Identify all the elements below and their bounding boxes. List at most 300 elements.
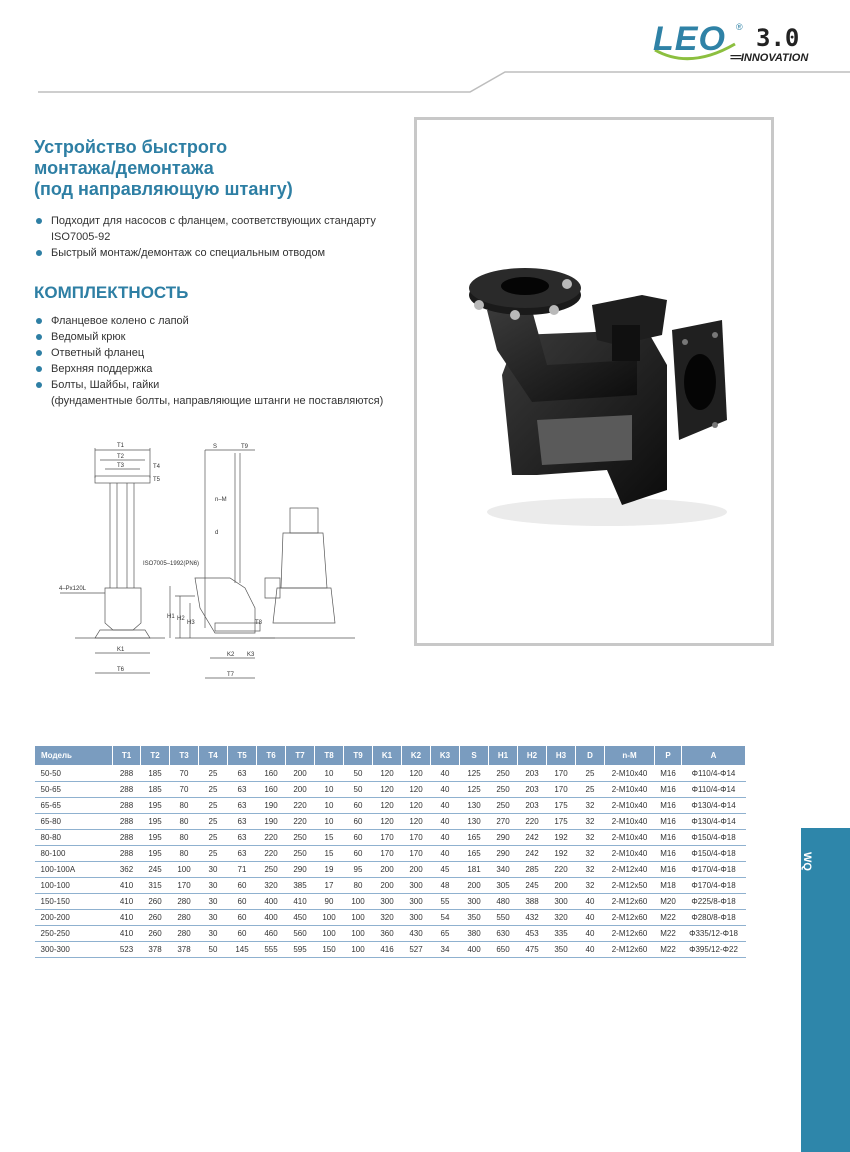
table-cell: Φ335/12-Φ18 bbox=[682, 926, 746, 942]
table-cell: 25 bbox=[576, 782, 605, 798]
table-cell: 378 bbox=[170, 942, 199, 958]
table-cell: 290 bbox=[489, 846, 518, 862]
column-header: D bbox=[576, 746, 605, 766]
table-cell: 410 bbox=[113, 910, 141, 926]
side-section-tab[interactable] bbox=[801, 828, 850, 1152]
table-cell: Φ170/4-Φ18 bbox=[682, 878, 746, 894]
table-row bbox=[35, 942, 746, 958]
table-cell: 63 bbox=[228, 814, 257, 830]
table-cell: 203 bbox=[518, 798, 547, 814]
table-cell: Φ280/8-Φ18 bbox=[682, 910, 746, 926]
table-cell: 63 bbox=[228, 830, 257, 846]
table-cell: 120 bbox=[402, 814, 431, 830]
table-cell: 250 bbox=[489, 782, 518, 798]
table-cell: 32 bbox=[576, 878, 605, 894]
table-cell: 300 bbox=[402, 910, 431, 926]
table-cell: 400 bbox=[257, 894, 286, 910]
table-cell: 60 bbox=[344, 814, 373, 830]
product-photo-frame bbox=[414, 117, 774, 646]
table-cell: 192 bbox=[547, 830, 576, 846]
table-cell: 288 bbox=[113, 798, 141, 814]
table-cell: 150-150 bbox=[35, 894, 113, 910]
table-cell: 80 bbox=[170, 846, 199, 862]
table-cell: 32 bbox=[576, 814, 605, 830]
title-line-2: монтажа/демонтажа bbox=[34, 158, 214, 178]
table-cell: 195 bbox=[141, 798, 170, 814]
label-t4: T4 bbox=[153, 464, 161, 470]
table-cell: 170 bbox=[402, 830, 431, 846]
kit-item-text: Ведомый крюк bbox=[51, 331, 126, 343]
label-d: d bbox=[215, 530, 219, 536]
table-cell: 100 bbox=[344, 942, 373, 958]
technical-drawing bbox=[55, 438, 385, 690]
table-cell: 305 bbox=[489, 878, 518, 894]
table-cell: 200-200 bbox=[35, 910, 113, 926]
list-item bbox=[34, 361, 414, 377]
table-cell: 54 bbox=[431, 910, 460, 926]
table-cell: 400 bbox=[460, 942, 489, 958]
table-cell: 203 bbox=[518, 782, 547, 798]
table-cell: 30 bbox=[199, 862, 228, 878]
table-cell: 130 bbox=[460, 798, 489, 814]
table-cell: 80 bbox=[344, 878, 373, 894]
table-cell: M16 bbox=[655, 766, 682, 782]
table-cell: 30 bbox=[199, 910, 228, 926]
table-cell: 320 bbox=[373, 910, 402, 926]
table-cell: 50-65 bbox=[35, 782, 113, 798]
table-cell: 181 bbox=[460, 862, 489, 878]
table-cell: 25 bbox=[199, 782, 228, 798]
table-cell: 25 bbox=[199, 798, 228, 814]
table-cell: 63 bbox=[228, 798, 257, 814]
table-cell: 350 bbox=[547, 942, 576, 958]
label-t6: T6 bbox=[117, 667, 125, 673]
column-header: P bbox=[655, 746, 682, 766]
table-cell: 10 bbox=[315, 798, 344, 814]
brand-logo: LEO bbox=[653, 20, 726, 58]
column-header: T3 bbox=[170, 746, 199, 766]
features-list bbox=[34, 213, 394, 261]
table-cell: 190 bbox=[257, 814, 286, 830]
table-cell: 250 bbox=[257, 862, 286, 878]
table-cell: 50 bbox=[344, 766, 373, 782]
table-cell: 2-M10x40 bbox=[605, 782, 655, 798]
table-cell: 95 bbox=[344, 862, 373, 878]
column-header: K3 bbox=[431, 746, 460, 766]
table-cell: 70 bbox=[170, 766, 199, 782]
column-header: T4 bbox=[199, 746, 228, 766]
table-cell: 362 bbox=[113, 862, 141, 878]
table-cell: 340 bbox=[489, 862, 518, 878]
table-cell: 15 bbox=[315, 830, 344, 846]
table-row bbox=[35, 798, 746, 814]
table-cell: 40 bbox=[576, 894, 605, 910]
table-cell: 2-M12x60 bbox=[605, 894, 655, 910]
table-cell: 25 bbox=[199, 846, 228, 862]
table-cell: 200 bbox=[286, 766, 315, 782]
table-cell: 550 bbox=[489, 910, 518, 926]
table-cell: 300 bbox=[402, 878, 431, 894]
table-cell: 480 bbox=[489, 894, 518, 910]
table-cell: M18 bbox=[655, 878, 682, 894]
title-line-1: Устройство быстрого bbox=[34, 137, 228, 157]
table-cell: 10 bbox=[315, 766, 344, 782]
table-cell: 280 bbox=[170, 910, 199, 926]
table-cell: 450 bbox=[286, 910, 315, 926]
table-cell: 220 bbox=[286, 814, 315, 830]
table-cell: 300 bbox=[402, 894, 431, 910]
kit-list bbox=[34, 313, 414, 393]
table-cell: 2-M10x40 bbox=[605, 846, 655, 862]
table-cell: 410 bbox=[113, 878, 141, 894]
table-cell: 170 bbox=[547, 766, 576, 782]
table-cell: 650 bbox=[489, 942, 518, 958]
table-cell: 160 bbox=[257, 782, 286, 798]
table-cell: 32 bbox=[576, 798, 605, 814]
table-cell: 245 bbox=[141, 862, 170, 878]
column-header: H3 bbox=[547, 746, 576, 766]
table-cell: 25 bbox=[199, 830, 228, 846]
table-cell: 195 bbox=[141, 814, 170, 830]
table-cell: 48 bbox=[431, 878, 460, 894]
table-cell: 290 bbox=[286, 862, 315, 878]
table-cell: Φ110/4-Φ14 bbox=[682, 782, 746, 798]
table-cell: 120 bbox=[373, 766, 402, 782]
table-cell: 460 bbox=[257, 926, 286, 942]
table-row bbox=[35, 766, 746, 782]
column-header: A bbox=[682, 746, 746, 766]
table-cell: 80 bbox=[170, 830, 199, 846]
table-cell: 290 bbox=[489, 830, 518, 846]
table-cell: Φ150/4-Φ18 bbox=[682, 846, 746, 862]
table-cell: M16 bbox=[655, 782, 682, 798]
table-cell: 15 bbox=[315, 846, 344, 862]
label-s: S bbox=[213, 444, 218, 450]
label-t2: T2 bbox=[117, 454, 125, 460]
table-cell: Φ395/12-Φ22 bbox=[682, 942, 746, 958]
kit-item-text: Болты, Шайбы, гайки bbox=[51, 379, 160, 391]
kit-heading: КОМПЛЕКТНОСТЬ bbox=[34, 283, 189, 302]
table-cell: 100 bbox=[170, 862, 199, 878]
kit-note: (фундаментные болты, направляющие штанги не поставляются) bbox=[51, 395, 384, 407]
table-cell: 120 bbox=[402, 782, 431, 798]
table-cell: M20 bbox=[655, 894, 682, 910]
kit-item-text: Фланцевое колено с лапой bbox=[51, 315, 189, 327]
brand-tagline bbox=[730, 52, 808, 64]
table-cell: 60 bbox=[228, 878, 257, 894]
table-cell: 30 bbox=[199, 926, 228, 942]
table-cell: 200 bbox=[460, 878, 489, 894]
table-cell: 300-300 bbox=[35, 942, 113, 958]
table-cell: 378 bbox=[141, 942, 170, 958]
table-cell: 63 bbox=[228, 766, 257, 782]
table-cell: 203 bbox=[518, 766, 547, 782]
table-cell: 100 bbox=[344, 910, 373, 926]
table-cell: 19 bbox=[315, 862, 344, 878]
table-cell: 453 bbox=[518, 926, 547, 942]
table-cell: 388 bbox=[518, 894, 547, 910]
label-t1: T1 bbox=[117, 443, 125, 449]
table-cell: 320 bbox=[257, 878, 286, 894]
table-cell: 80-80 bbox=[35, 830, 113, 846]
spec-table bbox=[34, 745, 746, 958]
table-cell: 100-100 bbox=[35, 878, 113, 894]
table-cell: 192 bbox=[547, 846, 576, 862]
table-cell: 2-M12x50 bbox=[605, 878, 655, 894]
table-cell: 250 bbox=[489, 798, 518, 814]
column-header: n-M bbox=[605, 746, 655, 766]
label-k3: K3 bbox=[247, 652, 255, 658]
table-cell: 185 bbox=[141, 782, 170, 798]
table-cell: 242 bbox=[518, 846, 547, 862]
table-cell: 195 bbox=[141, 846, 170, 862]
table-cell: 40 bbox=[576, 926, 605, 942]
table-cell: 71 bbox=[228, 862, 257, 878]
table-cell: 260 bbox=[141, 894, 170, 910]
table-cell: 200 bbox=[402, 862, 431, 878]
table-cell: 150 bbox=[315, 942, 344, 958]
table-cell: 65 bbox=[431, 926, 460, 942]
bullet-icon bbox=[36, 218, 42, 224]
table-cell: 10 bbox=[315, 814, 344, 830]
table-cell: 32 bbox=[576, 846, 605, 862]
table-cell: 190 bbox=[257, 798, 286, 814]
table-cell: 430 bbox=[402, 926, 431, 942]
table-cell: 220 bbox=[518, 814, 547, 830]
table-cell: 335 bbox=[547, 926, 576, 942]
table-cell: 200 bbox=[373, 878, 402, 894]
list-item bbox=[34, 345, 414, 361]
table-cell: 40 bbox=[431, 846, 460, 862]
column-header: H2 bbox=[518, 746, 547, 766]
table-cell: 280 bbox=[170, 894, 199, 910]
table-cell: 40 bbox=[576, 910, 605, 926]
table-row bbox=[35, 814, 746, 830]
table-cell: 63 bbox=[228, 846, 257, 862]
table-cell: 63 bbox=[228, 782, 257, 798]
table-cell: 65-65 bbox=[35, 798, 113, 814]
table-cell: 170 bbox=[373, 830, 402, 846]
table-cell: 315 bbox=[141, 878, 170, 894]
table-cell: 285 bbox=[518, 862, 547, 878]
table-cell: 260 bbox=[141, 910, 170, 926]
column-header: T1 bbox=[113, 746, 141, 766]
column-header: S bbox=[460, 746, 489, 766]
list-item bbox=[34, 377, 414, 393]
table-cell: 165 bbox=[460, 846, 489, 862]
table-cell: M22 bbox=[655, 910, 682, 926]
table-cell: 2-M12x40 bbox=[605, 862, 655, 878]
table-cell: 288 bbox=[113, 846, 141, 862]
table-cell: 60 bbox=[228, 926, 257, 942]
table-cell: 416 bbox=[373, 942, 402, 958]
feature-text: Быстрый монтаж/демонтаж со специальным отводом bbox=[51, 247, 326, 259]
table-cell: 560 bbox=[286, 926, 315, 942]
table-cell: 270 bbox=[489, 814, 518, 830]
bullet-icon bbox=[36, 350, 42, 356]
table-cell: 25 bbox=[199, 766, 228, 782]
table-cell: 25 bbox=[199, 814, 228, 830]
table-cell: 2-M12x60 bbox=[605, 910, 655, 926]
table-cell: 200 bbox=[547, 878, 576, 894]
bullet-icon bbox=[36, 366, 42, 372]
table-cell: 220 bbox=[257, 830, 286, 846]
table-cell: 385 bbox=[286, 878, 315, 894]
table-cell: 300 bbox=[460, 894, 489, 910]
table-cell: 200 bbox=[286, 782, 315, 798]
table-cell: 130 bbox=[460, 814, 489, 830]
table-cell: M22 bbox=[655, 926, 682, 942]
table-cell: 100 bbox=[344, 926, 373, 942]
table-cell: 40 bbox=[576, 942, 605, 958]
table-cell: 2-M12x60 bbox=[605, 942, 655, 958]
table-cell: 242 bbox=[518, 830, 547, 846]
table-cell: 50 bbox=[344, 782, 373, 798]
table-cell: 165 bbox=[460, 830, 489, 846]
label-t5: T5 bbox=[153, 477, 161, 483]
table-cell: 380 bbox=[460, 926, 489, 942]
table-cell: 175 bbox=[547, 798, 576, 814]
table-cell: 475 bbox=[518, 942, 547, 958]
table-cell: 60 bbox=[344, 830, 373, 846]
table-cell: 80 bbox=[170, 798, 199, 814]
table-cell: 32 bbox=[576, 862, 605, 878]
table-cell: 410 bbox=[113, 894, 141, 910]
table-cell: 250-250 bbox=[35, 926, 113, 942]
table-row bbox=[35, 926, 746, 942]
table-cell: 280 bbox=[170, 926, 199, 942]
table-cell: 2-M12x60 bbox=[605, 926, 655, 942]
table-cell: M22 bbox=[655, 942, 682, 958]
table-cell: 40 bbox=[431, 814, 460, 830]
table-cell: 260 bbox=[141, 926, 170, 942]
table-row bbox=[35, 862, 746, 878]
bullet-icon bbox=[36, 382, 42, 388]
table-cell: 523 bbox=[113, 942, 141, 958]
table-cell: 55 bbox=[431, 894, 460, 910]
table-cell: 410 bbox=[286, 894, 315, 910]
table-row bbox=[35, 894, 746, 910]
table-cell: 185 bbox=[141, 766, 170, 782]
table-cell: 25 bbox=[576, 766, 605, 782]
tagline-prefix: == bbox=[730, 52, 741, 64]
table-cell: 120 bbox=[373, 798, 402, 814]
table-cell: 527 bbox=[402, 942, 431, 958]
bullet-icon bbox=[36, 250, 42, 256]
table-row bbox=[35, 830, 746, 846]
table-header-row bbox=[35, 746, 746, 766]
list-item bbox=[34, 313, 414, 329]
bullet-icon bbox=[36, 334, 42, 340]
title-line-3: (под направляющую штангу) bbox=[34, 179, 293, 199]
label-t8: T8 bbox=[255, 620, 263, 626]
column-header: T7 bbox=[286, 746, 315, 766]
table-cell: 50-50 bbox=[35, 766, 113, 782]
table-cell: 50 bbox=[199, 942, 228, 958]
column-header: T8 bbox=[315, 746, 344, 766]
label-nm: n–M bbox=[215, 497, 227, 503]
table-cell: 60 bbox=[344, 846, 373, 862]
table-cell: 245 bbox=[518, 878, 547, 894]
table-row bbox=[35, 910, 746, 926]
table-cell: M16 bbox=[655, 814, 682, 830]
table-cell: 60 bbox=[228, 910, 257, 926]
table-cell: 250 bbox=[489, 766, 518, 782]
list-item bbox=[34, 213, 394, 245]
bullet-icon bbox=[36, 318, 42, 324]
label-k1: K1 bbox=[117, 647, 125, 653]
table-cell: 250 bbox=[286, 846, 315, 862]
label-h1: H1 bbox=[167, 614, 175, 620]
column-header: T5 bbox=[228, 746, 257, 766]
table-cell: 200 bbox=[373, 862, 402, 878]
list-item bbox=[34, 245, 394, 261]
table-row bbox=[35, 846, 746, 862]
table-cell: M16 bbox=[655, 846, 682, 862]
label-t3: T3 bbox=[117, 463, 125, 469]
table-cell: 125 bbox=[460, 782, 489, 798]
table-cell: 120 bbox=[373, 814, 402, 830]
table-cell: 170 bbox=[402, 846, 431, 862]
product-photo bbox=[417, 120, 771, 643]
table-cell: 40 bbox=[431, 830, 460, 846]
table-cell: Φ130/4-Φ14 bbox=[682, 798, 746, 814]
column-header: T6 bbox=[257, 746, 286, 766]
table-cell: 80 bbox=[170, 814, 199, 830]
table-cell: 40 bbox=[431, 782, 460, 798]
table-cell: 320 bbox=[547, 910, 576, 926]
table-cell: 60 bbox=[344, 798, 373, 814]
table-cell: 120 bbox=[402, 766, 431, 782]
table-cell: 145 bbox=[228, 942, 257, 958]
table-cell: 350 bbox=[460, 910, 489, 926]
column-header: H1 bbox=[489, 746, 518, 766]
table-cell: 630 bbox=[489, 926, 518, 942]
table-cell: 30 bbox=[199, 894, 228, 910]
table-cell: 160 bbox=[257, 766, 286, 782]
table-cell: 90 bbox=[315, 894, 344, 910]
table-cell: 555 bbox=[257, 942, 286, 958]
brand-version: 3.0 bbox=[756, 24, 800, 52]
table-cell: 288 bbox=[113, 782, 141, 798]
table-cell: Φ130/4-Φ14 bbox=[682, 814, 746, 830]
table-cell: 2-M10x40 bbox=[605, 766, 655, 782]
registered-mark: ® bbox=[736, 22, 743, 32]
table-cell: M16 bbox=[655, 862, 682, 878]
table-cell: 32 bbox=[576, 830, 605, 846]
table-cell: 60 bbox=[228, 894, 257, 910]
kit-item-text: Верхняя поддержка bbox=[51, 363, 153, 375]
label-k2: K2 bbox=[227, 652, 235, 658]
label-iso: ISO7005–1992(PN6) bbox=[143, 561, 200, 567]
column-header: T2 bbox=[141, 746, 170, 766]
table-cell: 432 bbox=[518, 910, 547, 926]
column-header: Модель bbox=[35, 746, 113, 766]
table-cell: 65-80 bbox=[35, 814, 113, 830]
feature-text: Подходит для насосов с фланцем, соответствующих стандарту ISO7005-92 bbox=[51, 215, 376, 243]
table-row bbox=[35, 878, 746, 894]
table-cell: 100 bbox=[344, 894, 373, 910]
table-cell: 17 bbox=[315, 878, 344, 894]
page-title bbox=[34, 137, 394, 200]
table-cell: 120 bbox=[402, 798, 431, 814]
table-cell: 288 bbox=[113, 766, 141, 782]
label-bolts: 4–Px120L bbox=[59, 586, 87, 592]
label-h3: H3 bbox=[187, 620, 195, 626]
side-tab-label: WQ bbox=[801, 852, 813, 871]
column-header: K1 bbox=[373, 746, 402, 766]
table-row bbox=[35, 782, 746, 798]
